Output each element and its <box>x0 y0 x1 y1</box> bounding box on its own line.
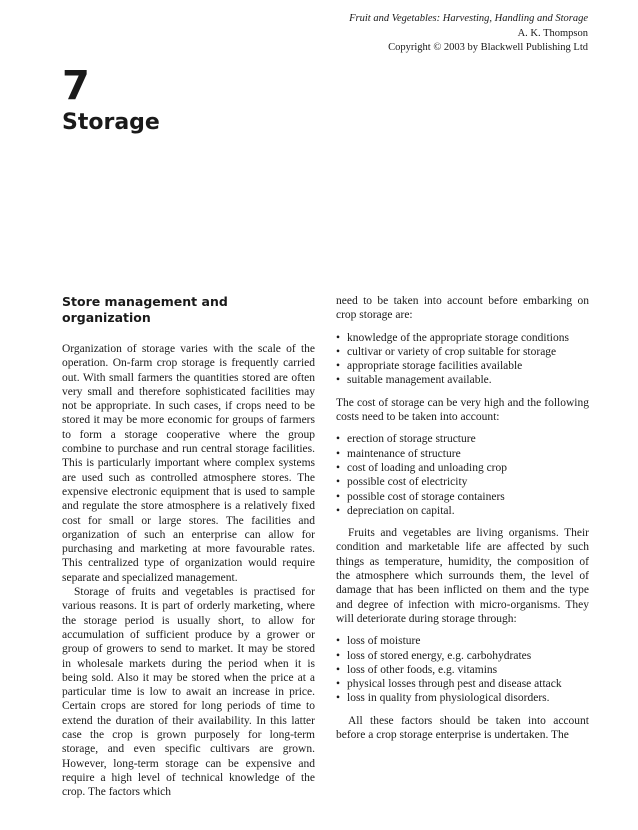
list-item-text: cost of loading and unloading crop <box>347 461 508 474</box>
list-item-text: suitable management available. <box>347 374 492 387</box>
paragraph: need to be taken into account before embarking on crop storage are: <box>336 295 589 322</box>
list-item <box>336 345 589 359</box>
list-item <box>336 649 589 663</box>
copyright: Copyright © 2003 by Blackwell Publishing Ltd <box>388 42 588 53</box>
list-item <box>336 677 589 691</box>
paragraph: Fruits and vegetables are living organisms. Their condition and marketable life are affected by such things as temperature, humidity, the composition of the atmosphere which surrounds them, the level of damage that has been inflicted on them and the type and degree of infection with micro-organisms. They will deteriorate during storage through: <box>336 527 589 625</box>
list-item <box>336 475 589 489</box>
chapter-title: Storage <box>62 110 160 135</box>
bullet-icon: • <box>336 447 341 460</box>
list-item <box>336 504 589 518</box>
bullet-icon: • <box>336 374 341 387</box>
list-item-text: depreciation on capital. <box>347 504 455 517</box>
list-item-text: loss of other foods, e.g. vitamins <box>347 663 498 676</box>
list-item <box>336 691 589 705</box>
bullet-icon: • <box>336 331 341 344</box>
bullet-icon: • <box>336 345 341 358</box>
author: A. K. Thompson <box>517 27 588 39</box>
list-item-text: erection of storage structure <box>347 433 476 446</box>
list-item <box>336 432 589 446</box>
list-item <box>336 634 589 648</box>
section-heading: Store management and organization <box>62 294 228 325</box>
list-item <box>336 490 589 504</box>
chapter-number: 7 <box>62 63 90 109</box>
paragraph: Storage of fruits and vegetables is practised for various reasons. It is part of orderly marketing, where the storage period is usually short, to allow for accumulation of sufficient produce by a grower or group of growers to send to market. It may be stored in wholesale markets during the period when it is being sold. Also it may be stored when the price at a particular time is low to await an increase in price. Certain crops are stored for long periods of time to extend the duration of their availability. In this latter case the crop is grown purposely for long-term storage, and even specific cultivars are grown. However, long-term storage can be expensive and require a high level of technical knowledge of the crop. The factors which <box>62 586 315 799</box>
list-item-text: cultivar or variety of crop suitable for storage <box>347 345 557 358</box>
bullet-icon: • <box>336 504 341 517</box>
list-item <box>336 331 589 345</box>
list-item <box>336 447 589 461</box>
list-item <box>336 663 589 677</box>
list-item-text: appropriate storage facilities available <box>347 360 523 373</box>
list-item <box>336 359 589 373</box>
list-item-text: loss of moisture <box>347 635 421 648</box>
paragraph: The cost of storage can be very high and the following costs need to be taken into account: <box>336 396 589 424</box>
paragraph: Organization of storage varies with the scale of the operation. On-farm crop storage is frequently carried out. With small farmers the quantities stored are often very small and therefore sophisticated facilities may not be appropriate. In such cases, if crops need to be stored it may be more economic for groups of farmers to form a storage cooperative where the group combine to purchase and run central storage facilities. This is particularly important where complex systems are used such as controlled atmosphere stores. The expensive electronic equipment that is used to sample and regulate the store atmosphere is a relatively fixed cost for small or large stores. The facilities and organization of such an enterprise can allow for purchasing and marketing at more favourable rates. This centralized type of organization would require separate and specialized management. <box>62 343 315 584</box>
bullet-icon: • <box>336 461 341 474</box>
list-item-text: possible cost of electricity <box>347 476 468 489</box>
bullet-icon: • <box>336 649 341 662</box>
list-item-text: maintenance of structure <box>347 447 461 460</box>
list-item <box>336 373 589 387</box>
bullet-icon: • <box>336 635 341 648</box>
running-header <box>349 12 588 56</box>
paragraph: All these factors should be taken into account before a crop storage enterprise is undertaken. The <box>336 714 589 742</box>
list-item-text: loss of stored energy, e.g. carbohydrates <box>347 649 532 662</box>
bullet-list <box>336 432 589 518</box>
list-item <box>336 461 589 475</box>
bullet-list <box>336 634 589 705</box>
bullet-icon: • <box>336 663 341 676</box>
bullet-icon: • <box>336 433 341 446</box>
right-column <box>336 294 589 742</box>
list-item-text: loss in quality from physiological disorders. <box>347 692 550 705</box>
bullet-icon: • <box>336 490 341 503</box>
bullet-icon: • <box>336 692 341 705</box>
list-item-text: possible cost of storage containers <box>347 490 505 503</box>
left-column <box>62 294 315 800</box>
list-item-text: physical losses through pest and disease attack <box>347 678 562 691</box>
book-title: Fruit and Vegetables: Harvesting, Handling and Storage <box>349 13 588 24</box>
bullet-icon: • <box>336 678 341 691</box>
bullet-icon: • <box>336 360 341 373</box>
bullet-list <box>336 331 589 388</box>
bullet-icon: • <box>336 476 341 489</box>
list-item-text: knowledge of the appropriate storage conditions <box>347 331 569 344</box>
